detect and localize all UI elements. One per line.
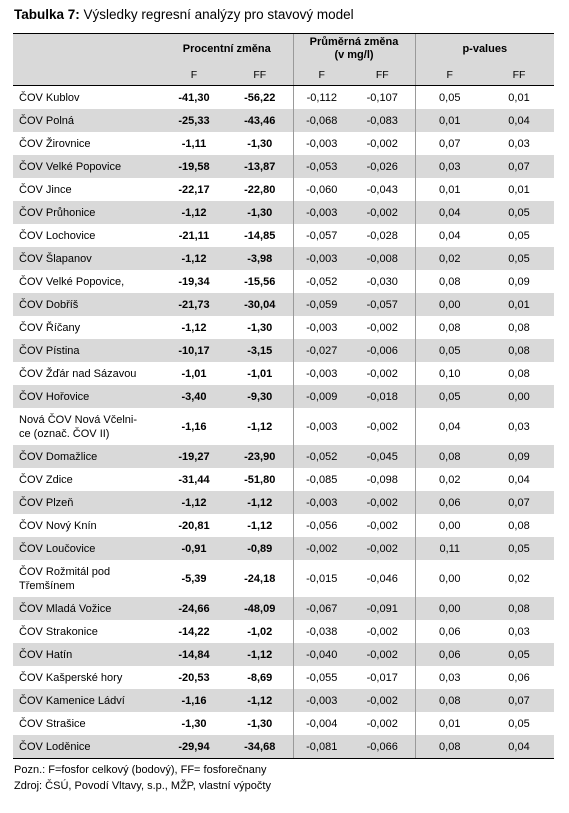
p-value-f: 0,10: [415, 362, 484, 385]
table-row: [13, 735, 554, 759]
p-value-ff: 0,00: [484, 385, 554, 408]
station-name-line2: Třemšínem: [19, 579, 75, 592]
pct-change-f: -20,53: [178, 671, 210, 684]
p-value-ff: 0,09: [484, 445, 554, 468]
p-value-f: 0,03: [415, 155, 484, 178]
pct-change-ff: -9,30: [227, 385, 293, 408]
table-row: [13, 247, 554, 270]
pct-change-f: -19,27: [161, 445, 227, 468]
pct-change-ff: -1,12: [247, 420, 273, 433]
pct-change-ff: -3,15: [227, 339, 293, 362]
pct-change-ff: -13,87: [227, 155, 293, 178]
avg-change-f: -0,055: [293, 666, 350, 689]
station-name: ČOV Hořovice: [13, 385, 161, 408]
p-value-ff: 0,04: [508, 473, 530, 486]
avg-change-ff: -0,006: [350, 339, 415, 362]
pct-change-f: -24,66: [161, 597, 227, 620]
avg-change-f: -0,004: [293, 712, 350, 735]
avg-change-f: -0,052: [293, 445, 350, 468]
pct-change-f: -19,34: [178, 275, 210, 288]
pct-change-ff: -8,69: [247, 671, 273, 684]
table-row: [13, 468, 554, 491]
p-value-ff: 0,01: [484, 293, 554, 316]
station-name: ČOV Velké Popovice: [13, 155, 161, 178]
station-name: ČOV Strašice: [19, 717, 86, 730]
p-value-f: 0,04: [415, 224, 484, 247]
p-value-f: 0,01: [415, 109, 484, 132]
avg-change-f: -0,056: [293, 514, 350, 537]
p-value-ff: 0,08: [484, 339, 554, 362]
pct-change-ff: -48,09: [227, 597, 293, 620]
pct-change-f: -1,30: [181, 717, 207, 730]
avg-change-ff: -0,002: [366, 717, 398, 730]
avg-change-f: -0,003: [293, 316, 350, 339]
avg-change-ff: -0,002: [366, 625, 398, 638]
header-percent-change: Procentní změna: [161, 34, 293, 65]
table-row: [13, 537, 554, 560]
pct-change-ff: -1,12: [247, 519, 273, 532]
pct-change-f: -19,58: [161, 155, 227, 178]
station-name: ČOV Jince: [19, 183, 72, 196]
p-value-ff: 0,08: [508, 367, 530, 380]
p-value-ff: 0,05: [508, 717, 530, 730]
station-name: ČOV Žirovnice: [19, 137, 91, 150]
pct-change-ff: -1,30: [227, 201, 293, 224]
p-value-f: 0,08: [415, 316, 484, 339]
station-name-line2: ce (označ. ČOV II): [19, 427, 110, 440]
header-p-values: p-values: [415, 34, 554, 65]
station-name: ČOV Loučovice: [13, 537, 161, 560]
avg-change-ff: -0,066: [350, 735, 415, 759]
pct-change-ff: -0,89: [227, 537, 293, 560]
p-value-ff: 0,09: [508, 275, 530, 288]
p-value-ff: 0,04: [484, 735, 554, 759]
avg-change-f: -0,003: [293, 408, 350, 445]
table-row: [13, 597, 554, 620]
pct-change-ff: -1,01: [247, 367, 273, 380]
p-value-f: 0,06: [415, 620, 484, 643]
regression-table: [13, 33, 554, 759]
p-value-f: 0,05: [415, 86, 484, 110]
p-value-ff: 0,07: [484, 689, 554, 712]
avg-change-ff: -0,002: [366, 519, 398, 532]
pct-change-ff: -1,12: [227, 643, 293, 666]
station-name: ČOV Kašperské hory: [19, 671, 123, 684]
avg-change-ff: -0,017: [366, 671, 398, 684]
avg-change-f: -0,003: [293, 362, 350, 385]
p-value-f: 0,08: [415, 445, 484, 468]
pct-change-f: -14,84: [161, 643, 227, 666]
table-row: [13, 643, 554, 666]
pct-change-f: -14,22: [178, 625, 210, 638]
avg-change-ff: -0,002: [366, 137, 398, 150]
table-row: [13, 339, 554, 362]
avg-change-f: -0,057: [293, 224, 350, 247]
station-name-line1: ČOV Rožmitál pod: [19, 565, 111, 578]
table-row: [13, 620, 554, 643]
p-value-ff: 0,03: [508, 420, 530, 433]
pct-change-ff: -23,90: [227, 445, 293, 468]
p-value-f: 0,08: [415, 735, 484, 759]
p-value-ff: 0,05: [484, 643, 554, 666]
p-value-ff: 0,05: [484, 201, 554, 224]
avg-change-ff: -0,002: [350, 201, 415, 224]
table-row: [13, 270, 554, 293]
p-value-ff: 0,03: [508, 137, 530, 150]
station-name: ČOV Lochovice: [19, 229, 96, 242]
pct-change-f: -41,30: [178, 91, 210, 104]
avg-change-ff: -0,098: [366, 473, 398, 486]
p-value-f: 0,06: [415, 491, 484, 514]
p-value-ff: 0,08: [484, 597, 554, 620]
station-name: ČOV Velké Popovice,: [19, 275, 125, 288]
table-caption: [14, 6, 354, 24]
avg-change-f: -0,060: [293, 178, 350, 201]
avg-change-f: -0,085: [293, 468, 350, 491]
pct-change-ff: -1,30: [247, 321, 273, 334]
station-name: ČOV Strakonice: [19, 625, 98, 638]
p-value-f: 0,08: [415, 270, 484, 293]
pct-change-f: -31,44: [178, 473, 210, 486]
station-name: ČOV Hatín: [13, 643, 161, 666]
table-row: [13, 491, 554, 514]
header-sub-pct-ff: FF: [227, 64, 293, 86]
pct-change-f: -1,01: [181, 367, 207, 380]
pct-change-f: -0,91: [161, 537, 227, 560]
station-name: ČOV Mladá Vožice: [13, 597, 161, 620]
p-value-f: 0,02: [415, 247, 484, 270]
p-value-f: 0,01: [415, 178, 484, 201]
p-value-f: 0,05: [415, 385, 484, 408]
avg-change-ff: -0,002: [366, 420, 398, 433]
avg-change-ff: -0,107: [366, 91, 398, 104]
avg-change-f: -0,009: [293, 385, 350, 408]
pct-change-f: -29,94: [161, 735, 227, 759]
p-value-ff: 0,04: [484, 109, 554, 132]
pct-change-f: -25,33: [161, 109, 227, 132]
p-value-f: 0,01: [415, 712, 484, 735]
avg-change-f: -0,002: [293, 537, 350, 560]
avg-change-f: -0,038: [293, 620, 350, 643]
avg-change-ff: -0,045: [350, 445, 415, 468]
pct-change-f: -1,12: [161, 201, 227, 224]
table-source: Zdroj: ČSÚ, Povodí Vltavy, s.p., MŽP, vlastní výpočty: [14, 780, 271, 792]
station-name: ČOV Nový Knín: [19, 519, 97, 532]
header-sub-avg-f: F: [293, 64, 350, 86]
table-row: [13, 293, 554, 316]
avg-change-ff: -0,008: [350, 247, 415, 270]
avg-change-f: -0,068: [293, 109, 350, 132]
p-value-f: 0,02: [415, 468, 484, 491]
pct-change-f: -1,12: [181, 321, 207, 334]
p-value-f: 0,07: [415, 132, 484, 155]
pct-change-f: -22,17: [178, 183, 210, 196]
table-row: [13, 86, 554, 110]
p-value-ff: 0,01: [508, 183, 530, 196]
header-blank-sub: [13, 64, 161, 86]
avg-change-ff: -0,002: [350, 491, 415, 514]
p-value-f: 0,04: [415, 201, 484, 224]
pct-change-ff: -1,12: [227, 689, 293, 712]
avg-change-ff: -0,002: [366, 321, 398, 334]
table-row: [13, 201, 554, 224]
p-value-f: 0,00: [415, 560, 484, 597]
station-name: ČOV Polná: [13, 109, 161, 132]
table-row: [13, 224, 554, 247]
avg-change-ff: -0,083: [350, 109, 415, 132]
avg-change-ff: -0,002: [350, 643, 415, 666]
station-name: [13, 408, 161, 445]
p-value-f: 0,06: [415, 643, 484, 666]
avg-change-ff: -0,026: [350, 155, 415, 178]
avg-change-f: -0,067: [293, 597, 350, 620]
table-row: [13, 362, 554, 385]
avg-change-ff: -0,018: [350, 385, 415, 408]
avg-change-f: -0,059: [293, 293, 350, 316]
caption-text: Výsledky regresní analýzy pro stavový model: [83, 7, 354, 22]
pct-change-ff: -1,12: [227, 491, 293, 514]
station-name: ČOV Průhonice: [13, 201, 161, 224]
pct-change-ff: -1,30: [247, 137, 273, 150]
station-name: ČOV Žďár nad Sázavou: [19, 367, 137, 380]
station-name: ČOV Zdice: [19, 473, 73, 486]
avg-change-f: -0,112: [293, 86, 350, 110]
p-value-ff: 0,07: [484, 491, 554, 514]
table-row: [13, 514, 554, 537]
header-sub-pct-f: F: [161, 64, 227, 86]
pct-change-f: -1,16: [181, 420, 207, 433]
pct-change-ff: -1,02: [247, 625, 273, 638]
pct-change-ff: -24,18: [244, 572, 276, 585]
p-value-ff: 0,05: [508, 229, 530, 242]
pct-change-f: -3,40: [161, 385, 227, 408]
table-row: [13, 712, 554, 735]
pct-change-f: -20,81: [178, 519, 210, 532]
p-value-ff: 0,03: [508, 625, 530, 638]
avg-change-f: -0,015: [293, 560, 350, 597]
p-value-f: 0,00: [415, 293, 484, 316]
station-name: [13, 560, 161, 597]
table-row: [13, 689, 554, 712]
avg-change-f: -0,003: [293, 689, 350, 712]
pct-change-f: -5,39: [181, 572, 207, 585]
station-name: ČOV Dobříš: [13, 293, 161, 316]
p-value-ff: 0,02: [508, 572, 530, 585]
avg-change-ff: -0,028: [366, 229, 398, 242]
header-sub-avg-ff: FF: [350, 64, 415, 86]
avg-change-f: -0,027: [293, 339, 350, 362]
pct-change-ff: -34,68: [227, 735, 293, 759]
table-body: [13, 86, 554, 759]
p-value-ff: 0,06: [508, 671, 530, 684]
table-row: [13, 109, 554, 132]
table-row: [13, 385, 554, 408]
avg-change-ff: -0,091: [350, 597, 415, 620]
table-row: [13, 560, 554, 597]
pct-change-f: -21,73: [161, 293, 227, 316]
avg-change-f: -0,003: [293, 132, 350, 155]
pct-change-ff: -1,30: [247, 717, 273, 730]
pct-change-ff: -51,80: [244, 473, 276, 486]
table-row: [13, 445, 554, 468]
p-value-ff: 0,07: [484, 155, 554, 178]
table-row: [13, 408, 554, 445]
table-row: [13, 155, 554, 178]
station-name: ČOV Kamenice Ládví: [13, 689, 161, 712]
p-value-f: 0,03: [415, 666, 484, 689]
station-name: ČOV Říčany: [19, 321, 81, 334]
avg-change-ff: -0,002: [366, 367, 398, 380]
pct-change-ff: -30,04: [227, 293, 293, 316]
p-value-f: 0,08: [415, 689, 484, 712]
p-value-f: 0,04: [415, 408, 484, 445]
avg-change-f: -0,053: [293, 155, 350, 178]
p-value-ff: 0,08: [508, 321, 530, 334]
pct-change-f: -10,17: [161, 339, 227, 362]
pct-change-ff: -22,80: [244, 183, 276, 196]
p-value-ff: 0,01: [508, 91, 530, 104]
header-row-sub: [13, 64, 554, 86]
avg-change-f: -0,052: [293, 270, 350, 293]
avg-change-ff: -0,030: [366, 275, 398, 288]
caption-label: Tabulka 7:: [14, 7, 80, 22]
p-value-f: 0,05: [415, 339, 484, 362]
avg-change-ff: -0,046: [366, 572, 398, 585]
p-value-f: 0,11: [415, 537, 484, 560]
station-name-line1: Nová ČOV Nová Včelni-: [19, 413, 137, 426]
header-average-change: [293, 34, 415, 65]
p-value-ff: 0,05: [484, 247, 554, 270]
table-row: [13, 178, 554, 201]
pct-change-ff: -14,85: [244, 229, 276, 242]
station-name: ČOV Plzeň: [13, 491, 161, 514]
p-value-f: 0,00: [415, 514, 484, 537]
header-row-groups: [13, 34, 554, 65]
station-name: ČOV Domažlice: [13, 445, 161, 468]
pct-change-ff: -15,56: [244, 275, 276, 288]
station-name: ČOV Loděnice: [13, 735, 161, 759]
pct-change-f: -1,12: [161, 247, 227, 270]
avg-change-ff: -0,002: [350, 689, 415, 712]
pct-change-f: -1,16: [161, 689, 227, 712]
pct-change-ff: -43,46: [227, 109, 293, 132]
pct-change-f: -1,11: [181, 137, 207, 150]
station-name: ČOV Kublov: [19, 91, 80, 104]
p-value-f: 0,00: [415, 597, 484, 620]
pct-change-ff: -56,22: [244, 91, 276, 104]
table-note: Pozn.: F=fosfor celkový (bodový), FF= fosforečnany: [14, 764, 267, 776]
header-sub-p-f: F: [415, 64, 484, 86]
avg-change-ff: -0,043: [366, 183, 398, 196]
avg-change-f: -0,040: [293, 643, 350, 666]
table-row: [13, 666, 554, 689]
pct-change-f: -21,11: [178, 229, 210, 242]
header-average-change-line2: (v mg/l): [334, 49, 374, 61]
header-average-change-line1: Průměrná změna: [309, 36, 399, 48]
avg-change-f: -0,003: [293, 491, 350, 514]
table-row: [13, 132, 554, 155]
p-value-ff: 0,08: [508, 519, 530, 532]
station-name: ČOV Šlapanov: [13, 247, 161, 270]
header-blank: [13, 34, 161, 65]
pct-change-f: -1,12: [161, 491, 227, 514]
avg-change-f: -0,081: [293, 735, 350, 759]
avg-change-ff: -0,002: [350, 537, 415, 560]
avg-change-f: -0,003: [293, 247, 350, 270]
station-name: ČOV Pístina: [13, 339, 161, 362]
table-row: [13, 316, 554, 339]
p-value-ff: 0,05: [484, 537, 554, 560]
header-sub-p-ff: FF: [484, 64, 554, 86]
pct-change-ff: -3,98: [227, 247, 293, 270]
avg-change-f: -0,003: [293, 201, 350, 224]
avg-change-ff: -0,057: [350, 293, 415, 316]
